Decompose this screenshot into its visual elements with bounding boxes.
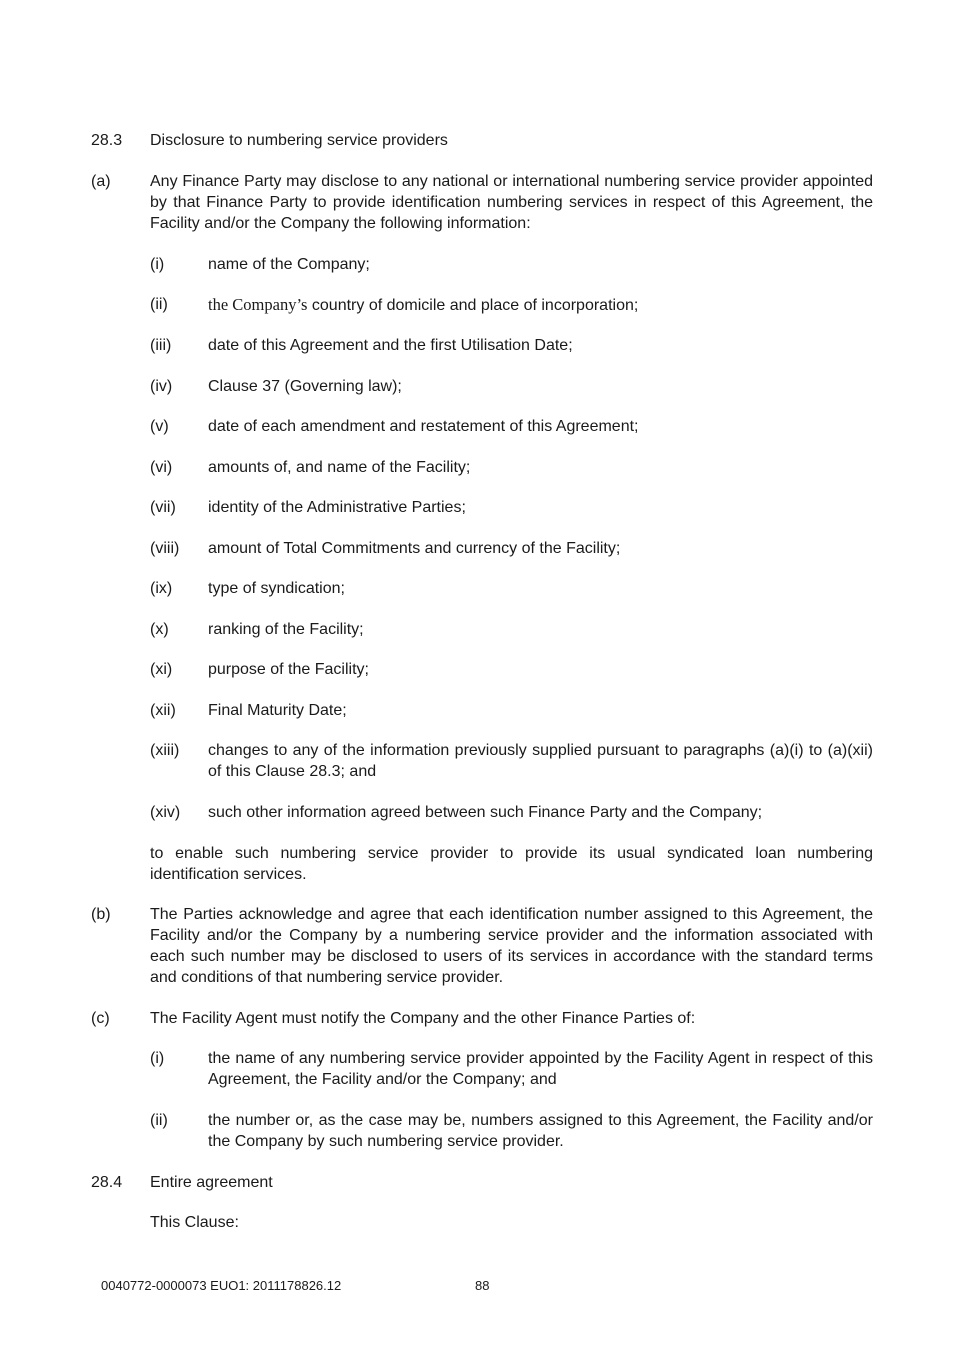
item-label: (i) xyxy=(150,256,165,273)
footer-doc-ref: 0040772-0000073 EUO1: 2011178826.12 xyxy=(101,1278,342,1293)
section-intro: This Clause: xyxy=(150,1214,239,1231)
item-text: Clause 37 (Governing law); xyxy=(208,378,402,395)
section-heading: Entire agreement xyxy=(150,1174,273,1191)
item-label: (ii) xyxy=(150,296,168,313)
item-text: the name of any numbering service provider appointed by the Facility Agent in respect of this Agreement, the Facility and/or the Company; and xyxy=(208,1050,873,1088)
item-text: amounts of, and name of the Facility; xyxy=(208,459,471,476)
item-text: changes to any of the information previously supplied pursuant to paragraphs (a)(i) to (a)(xii) of this Clause 28.3; and xyxy=(208,742,873,780)
paragraph-label: (b) xyxy=(91,906,111,923)
item-label: (iii) xyxy=(150,337,172,354)
item-label: (ix) xyxy=(150,580,173,597)
item-text-serif: the Company’s xyxy=(208,295,308,314)
item-label: (vi) xyxy=(150,459,173,476)
paragraph-c-text: The Facility Agent must notify the Company and the other Finance Parties of: xyxy=(150,1010,696,1027)
item-text: type of syndication; xyxy=(208,580,345,597)
item-label: (v) xyxy=(150,418,169,435)
item-label: (ii) xyxy=(150,1112,168,1129)
item-text: date of each amendment and restatement of this Agreement; xyxy=(208,418,639,435)
item-label: (i) xyxy=(150,1050,165,1067)
item-label: (xiii) xyxy=(150,742,180,759)
item-text xyxy=(208,294,638,316)
item-text: Final Maturity Date; xyxy=(208,702,347,719)
item-label: (xii) xyxy=(150,702,176,719)
section-number: 28.4 xyxy=(91,1174,123,1191)
section-number: 28.3 xyxy=(91,132,123,149)
item-text: the number or, as the case may be, numbers assigned to this Agreement, the Facility and/or the Company by such numbering service provider. xyxy=(208,1112,873,1150)
paragraph-label: (a) xyxy=(91,173,111,190)
item-text: date of this Agreement and the first Utilisation Date; xyxy=(208,337,573,354)
item-text-rest: country of domicile and place of incorporation; xyxy=(307,297,639,314)
item-text: ranking of the Facility; xyxy=(208,621,364,638)
section-heading: Disclosure to numbering service providers xyxy=(150,132,448,149)
item-text: purpose of the Facility; xyxy=(208,661,369,678)
item-text: identity of the Administrative Parties; xyxy=(208,499,466,516)
item-text: amount of Total Commitments and currency of the Facility; xyxy=(208,540,621,557)
footer-page-number: 88 xyxy=(475,1278,490,1293)
paragraph-label: (c) xyxy=(91,1010,110,1027)
paragraph-a-closing: to enable such numbering service provider to provide its usual syndicated loan numbering identification services. xyxy=(150,845,873,883)
paragraph-a-text: Any Finance Party may disclose to any national or international numbering service provider appointed by that Finance Party to provide identification numbering services in respect of this Agreement, the Facility and/or the Company the following information: xyxy=(150,173,873,232)
item-label: (viii) xyxy=(150,540,180,557)
item-label: (x) xyxy=(150,621,169,638)
item-label: (xi) xyxy=(150,661,173,678)
paragraph-b-text: The Parties acknowledge and agree that each identification number assigned to this Agreement, the Facility and/or the Company by a numbering service provider and the information associated with each such number may be disclosed to users of its services in accordance with the standard terms and conditions of that numbering service provider. xyxy=(150,906,873,986)
item-label: (xiv) xyxy=(150,804,181,821)
item-text: name of the Company; xyxy=(208,256,370,273)
item-label: (iv) xyxy=(150,378,173,395)
item-text: such other information agreed between such Finance Party and the Company; xyxy=(208,804,763,821)
item-label: (vii) xyxy=(150,499,176,516)
